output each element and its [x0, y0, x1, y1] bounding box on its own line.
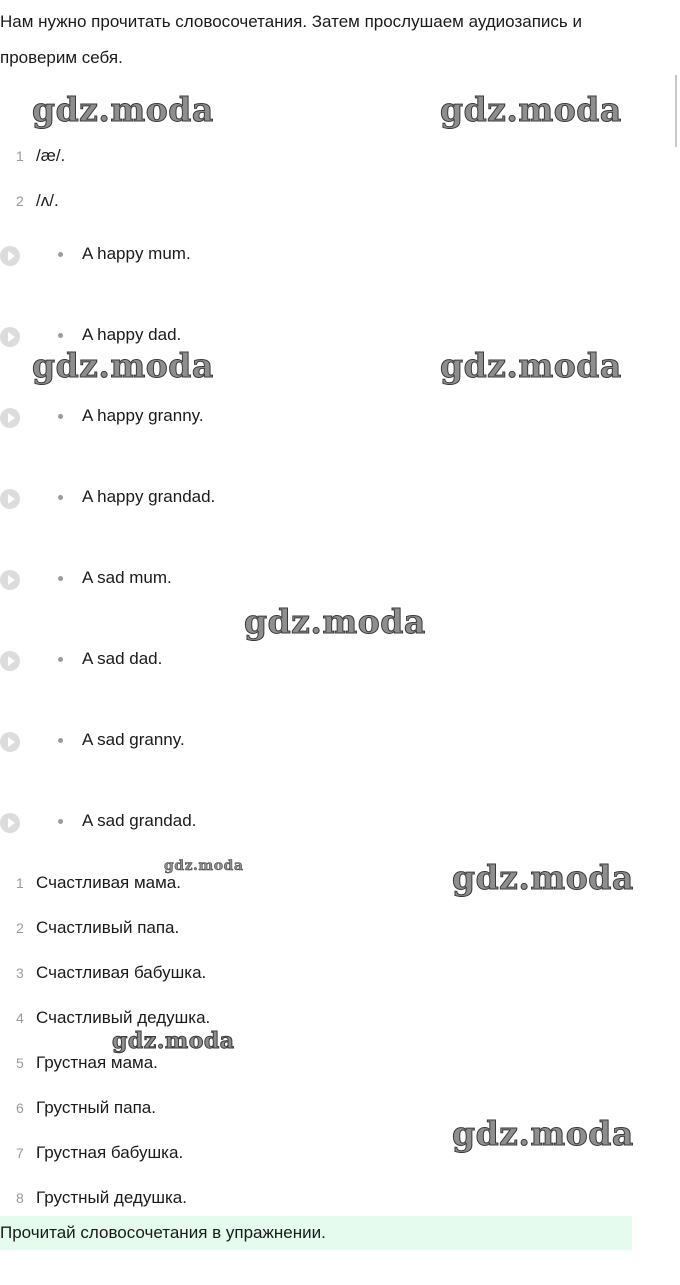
- list-number: 4: [16, 1010, 24, 1026]
- audio-phrase-row: [0, 485, 400, 509]
- list-text: Грустная мама.: [36, 1053, 158, 1072]
- play-icon[interactable]: [0, 408, 20, 428]
- play-icon[interactable]: [0, 246, 20, 266]
- play-icon[interactable]: [0, 813, 20, 833]
- audio-phrase-row: [0, 566, 400, 590]
- play-icon[interactable]: [0, 489, 20, 509]
- list-number: 1: [16, 875, 24, 891]
- phrase-text: A happy granny.: [82, 406, 204, 425]
- bullet-dot-icon: [58, 414, 63, 419]
- list-text: /æ/.: [36, 146, 66, 165]
- watermark-logo: gdz.moda: [452, 1114, 634, 1153]
- phrase-text: A sad mum.: [82, 568, 172, 587]
- play-icon[interactable]: [0, 327, 20, 347]
- watermark-logo: gdz.moda: [244, 602, 426, 641]
- phrase-text: A sad grandad.: [82, 811, 197, 830]
- bullet-dot-icon: [58, 576, 63, 581]
- bullet-dot-icon: [58, 333, 63, 338]
- phrase-text: A sad granny.: [82, 730, 185, 749]
- phrase-text: A happy mum.: [82, 244, 191, 263]
- task-banner: [0, 1216, 632, 1250]
- list-text: Грустная бабушка.: [36, 1143, 184, 1162]
- list-number: 1: [16, 148, 24, 164]
- bullet-dot-icon: [58, 495, 63, 500]
- audio-phrase-row: [0, 323, 400, 347]
- watermark-logo: gdz.moda: [452, 858, 634, 897]
- bullet-dot-icon: [58, 819, 63, 824]
- watermark-logo: gdz.moda: [164, 858, 244, 874]
- bullet-dot-icon: [58, 657, 63, 662]
- play-icon[interactable]: [0, 732, 20, 752]
- phrase-text: A happy grandad.: [82, 487, 216, 506]
- play-icon[interactable]: [0, 651, 20, 671]
- watermark-logo: gdz.moda: [112, 1028, 235, 1054]
- audio-phrase-row: [0, 647, 400, 671]
- list-number: 2: [16, 920, 24, 936]
- watermark-logo: gdz.moda: [32, 346, 214, 385]
- list-number: 2: [16, 193, 24, 209]
- list-text: /ʌ/.: [36, 191, 59, 210]
- list-number: 7: [16, 1145, 24, 1161]
- list-number: 6: [16, 1100, 24, 1116]
- phrase-text: A sad dad.: [82, 649, 163, 668]
- audio-phrase-row: [0, 728, 400, 752]
- watermark-logo: gdz.moda: [32, 90, 214, 129]
- list-text: Счастливый папа.: [36, 918, 180, 937]
- audio-phrase-row: [0, 809, 400, 833]
- list-text: Счастливая бабушка.: [36, 963, 207, 982]
- play-icon[interactable]: [0, 570, 20, 590]
- intro-text: Нам нужно прочитать словосочетания. Затем прослушаем аудиозапись и проверим себя.: [0, 12, 582, 67]
- scrollbar-thumb[interactable]: [675, 75, 677, 147]
- list-number: 3: [16, 965, 24, 981]
- audio-phrase-row: [0, 242, 400, 266]
- list-number: 5: [16, 1055, 24, 1071]
- audio-phrase-row: [0, 404, 400, 428]
- bullet-dot-icon: [58, 738, 63, 743]
- watermark-logo: gdz.moda: [440, 346, 622, 385]
- list-number: 8: [16, 1190, 24, 1206]
- task-banner-text: Прочитай словосочетания в упражнении.: [0, 1223, 326, 1242]
- list-text: Грустный дедушка.: [36, 1188, 187, 1207]
- phrase-text: A happy dad.: [82, 325, 182, 344]
- watermark-logo: gdz.moda: [440, 90, 622, 129]
- list-text: Счастливый дедушка.: [36, 1008, 211, 1027]
- list-text: Грустный папа.: [36, 1098, 156, 1117]
- bullet-dot-icon: [58, 252, 63, 257]
- list-text: Счастливая мама.: [36, 873, 181, 892]
